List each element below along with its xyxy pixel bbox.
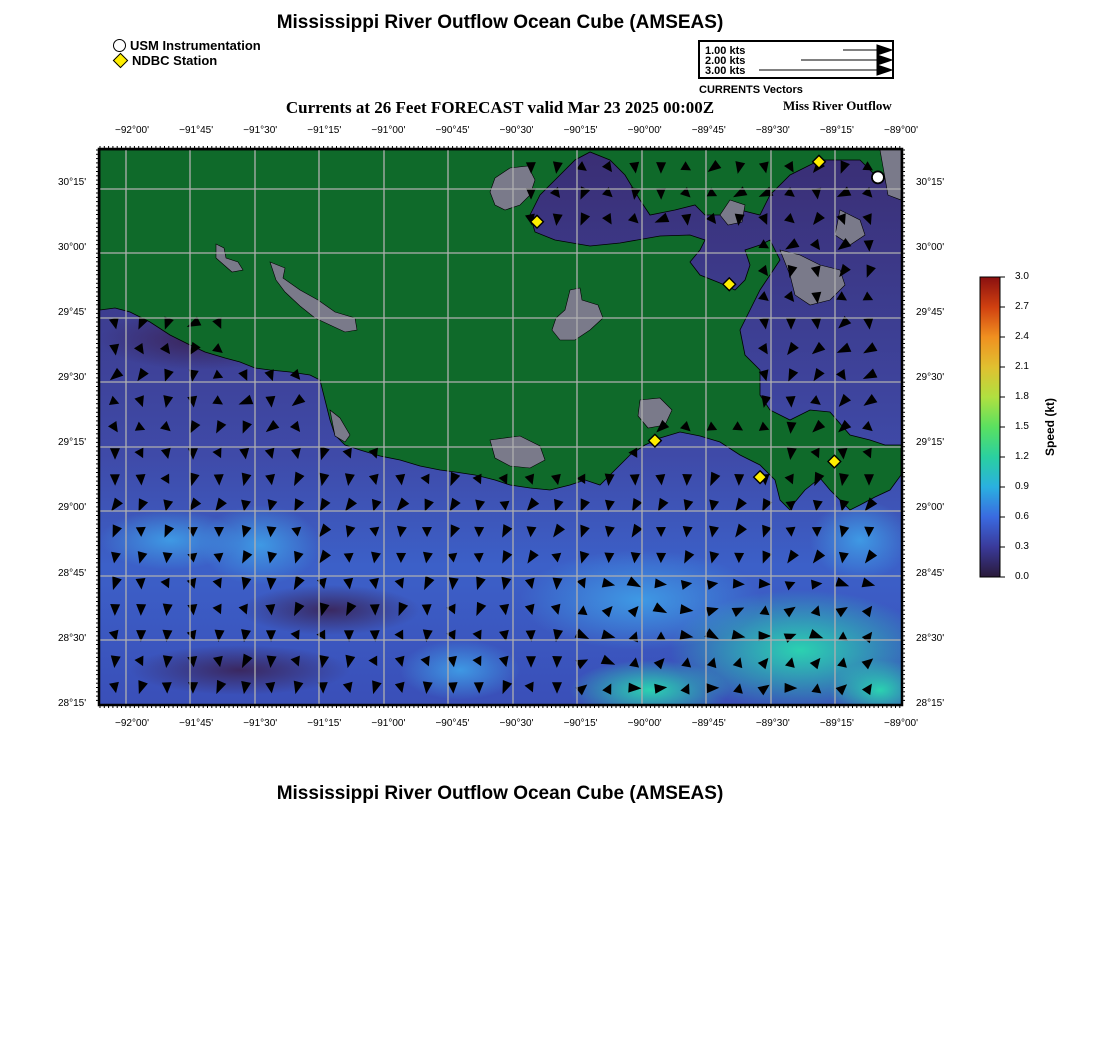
lon-tick-label-top: −89°45' (691, 125, 726, 136)
vector-legend-title: CURRENTS Vectors (699, 84, 803, 96)
region-label: Miss River Outflow (783, 98, 892, 113)
colorbar-title: Speed (kt) (1043, 397, 1058, 457)
lon-tick-label-bottom: −92°00' (115, 718, 150, 729)
colorbar-tick-label: 1.5 (1015, 421, 1029, 432)
lat-tick-label-left: 29°30' (58, 372, 87, 384)
vector-legend-label-2: 2.00 kts (705, 55, 746, 67)
lat-tick-label-left: 29°15' (58, 437, 87, 449)
lon-tick-label-top: −92°00' (115, 125, 150, 136)
colorbar-tick-label: 3.0 (1015, 271, 1029, 282)
lat-tick-label-right: 29°15' (916, 437, 945, 449)
speed-patch (130, 645, 350, 695)
lon-tick-label-bottom: −89°45' (691, 718, 726, 729)
legend-ndbc-label: NDBC Station (132, 53, 218, 68)
colorbar-ticks (1000, 277, 1005, 577)
lon-tick-label-bottom: −90°15' (563, 718, 598, 729)
lon-tick-label-bottom: −89°15' (819, 718, 854, 729)
lon-tick-label-top: −90°30' (499, 125, 534, 136)
lon-tick-label-bottom: −90°45' (435, 718, 470, 729)
map-subtitle: Currents at 26 Feet FORECAST valid Mar 23 2025 00:00Z (285, 98, 715, 117)
colorbar-tick-label: 0.6 (1015, 511, 1029, 522)
lon-tick-label-top: −91°30' (243, 125, 278, 136)
speed-patch (830, 660, 930, 720)
lon-tick-label-bottom: −89°30' (755, 718, 790, 729)
colorbar-tick-label: 1.8 (1015, 391, 1029, 402)
lat-tick-label-right: 28°45' (916, 567, 945, 579)
lat-tick-label-left: 30°00' (58, 241, 87, 253)
colorbar-gradient (980, 277, 1000, 577)
lon-tick-label-bottom: −90°30' (499, 718, 534, 729)
lat-tick-label-left: 28°30' (58, 632, 87, 644)
map-field (100, 150, 930, 720)
speed-patch (810, 500, 910, 580)
lat-tick-label-right: 30°00' (916, 241, 945, 253)
lon-tick-label-top: −90°00' (627, 125, 662, 136)
legend-usm-label: USM Instrumentation (130, 38, 261, 53)
lon-tick-label-bottom: −90°00' (627, 718, 662, 729)
page-title: Mississippi River Outflow Ocean Cube (AMSEAS) (276, 12, 724, 33)
lat-tick-label-left: 29°00' (58, 502, 87, 514)
lat-tick-label-right: 29°30' (916, 372, 945, 384)
lat-tick-label-right: 29°00' (916, 502, 945, 514)
lat-tick-label-left: 28°45' (58, 567, 87, 579)
lon-tick-label-top: −90°15' (563, 125, 598, 136)
lat-tick-label-right: 28°30' (916, 632, 945, 644)
lat-tick-label-left: 28°15' (58, 698, 87, 709)
lon-tick-label-top: −91°45' (179, 125, 214, 136)
lon-tick-label-top: −89°15' (819, 125, 854, 136)
lat-tick-label-right: 28°15' (916, 698, 945, 709)
colorbar-tick-label: 0.3 (1015, 541, 1029, 552)
lon-tick-label-top: −91°00' (371, 125, 406, 136)
vector-legend-label-3: 3.00 kts (705, 65, 746, 77)
vector-legend-label-1: 1.00 kts (705, 45, 746, 57)
colorbar-tick-label: 0.9 (1015, 481, 1029, 492)
speed-patch (400, 640, 520, 700)
colorbar-tick-label: 2.7 (1015, 301, 1029, 312)
lon-tick-label-bottom: −91°30' (243, 718, 278, 729)
lon-tick-label-top: −91°15' (307, 125, 342, 136)
speed-patch (240, 585, 420, 635)
lon-tick-label-bottom: −91°15' (307, 718, 342, 729)
lat-tick-label-left: 30°15' (58, 176, 87, 188)
lon-tick-label-top: −89°00' (884, 125, 918, 136)
colorbar-tick-label: 2.4 (1015, 331, 1029, 342)
colorbar-tick-label: 1.2 (1015, 451, 1029, 462)
colorbar-tick-label: 0.0 (1015, 571, 1029, 582)
colorbar (980, 277, 1005, 577)
page-title-repeat: Mississippi River Outflow Ocean Cube (AMSEAS) (276, 783, 724, 804)
lon-tick-label-top: −90°45' (435, 125, 470, 136)
lon-tick-label-bottom: −89°00' (884, 718, 918, 729)
lat-tick-label-right: 29°45' (916, 306, 945, 318)
colorbar-tick-label: 2.1 (1015, 361, 1029, 372)
lon-tick-label-bottom: −91°45' (179, 718, 214, 729)
lat-tick-label-left: 29°45' (58, 306, 87, 318)
lat-tick-label-right: 30°15' (916, 176, 945, 188)
lon-tick-label-top: −89°30' (755, 125, 790, 136)
usm-instrument-marker[interactable] (872, 171, 884, 183)
lon-tick-label-bottom: −91°00' (371, 718, 406, 729)
